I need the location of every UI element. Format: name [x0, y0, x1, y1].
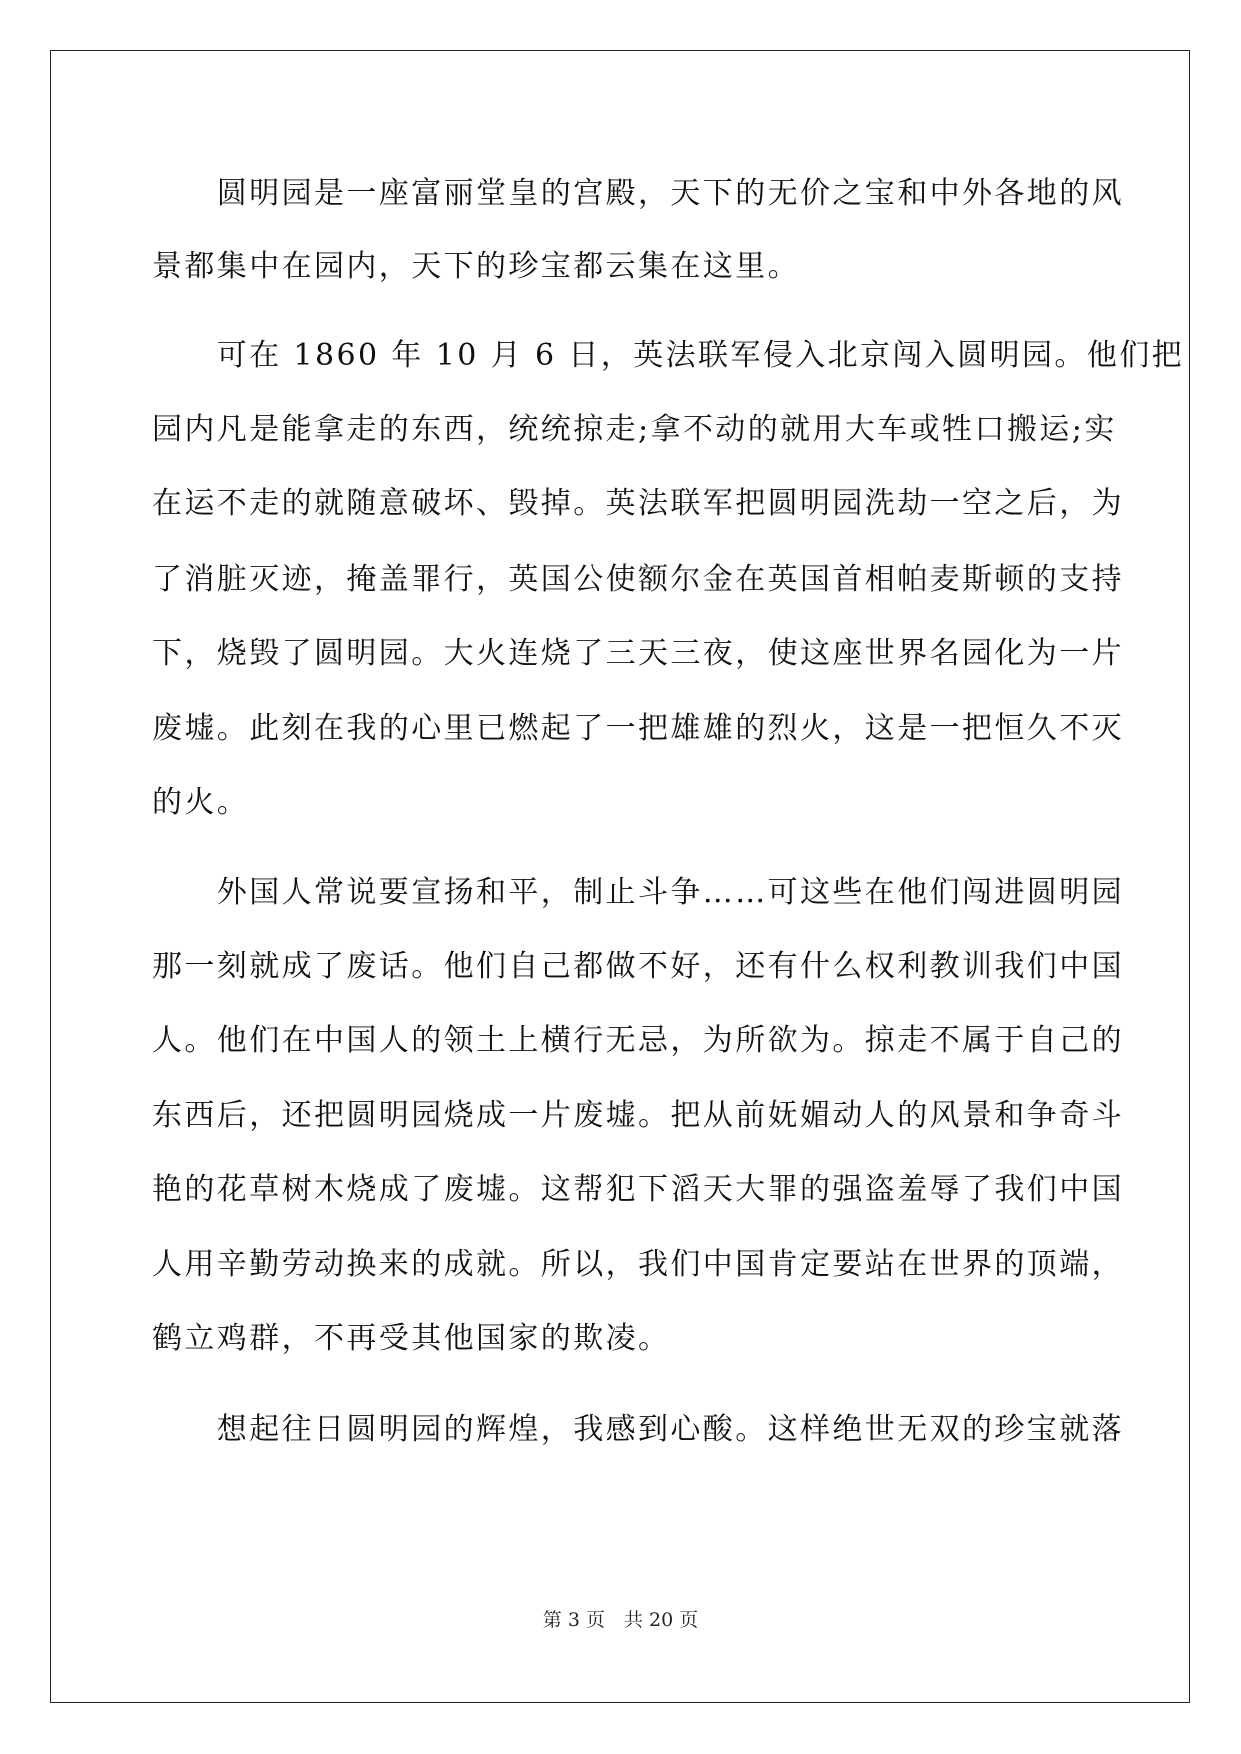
- text-line: 景都集中在园内，天下的珍宝都云集在这里。: [152, 249, 800, 284]
- text-line: 人用辛勤劳动换来的成就。所以，我们中国肯定要站在世界的顶端，: [152, 1247, 1124, 1282]
- text-line: 下，烧毁了圆明园。大火连烧了三天三夜，使这座世界名园化为一片: [152, 636, 1124, 671]
- text-line: 鹤立鸡群，不再受其他国家的欺凌。: [152, 1321, 671, 1356]
- text-line: 东西后，还把圆明园烧成一片废墟。把从前妩媚动人的风景和争奇斗: [152, 1098, 1124, 1133]
- text-line: 了消脏灭迹，掩盖罪行，英国公使额尔金在英国首相帕麦斯顿的支持: [152, 562, 1124, 597]
- text-line: 外国人常说要宣扬和平，制止斗争……可这些在他们闯进圆明园: [152, 875, 1124, 910]
- text-line: 的火。: [152, 785, 250, 820]
- text-line: 艳的花草树木烧成了废墟。这帮犯下滔天大罪的强盗羞辱了我们中国: [152, 1172, 1124, 1207]
- page-number: 第 3 页 共 20 页: [542, 1609, 699, 1631]
- text-line: 废墟。此刻在我的心里已燃起了一把雄雄的烈火，这是一把恒久不灭: [152, 711, 1124, 746]
- text-line: 园内凡是能拿走的东西，统统掠走;拿不动的就用大车或牲口搬运;实: [152, 412, 1117, 447]
- text-line: 在运不走的就随意破坏、毁掉。英法联军把圆明园洗劫一空之后，为: [152, 486, 1124, 521]
- text-line: 可在 1860 年 10 月 6 日，英法联军侵入北京闯入圆明园。他们把: [152, 338, 1185, 373]
- text-line: 圆明园是一座富丽堂皇的宫殿，天下的无价之宝和中外各地的风: [152, 176, 1124, 211]
- text-line: 人。他们在中国人的领土上横行无忌，为所欲为。掠走不属于自己的: [152, 1023, 1124, 1058]
- text-line: 那一刻就成了废话。他们自己都做不好，还有什么权利教训我们中国: [152, 949, 1124, 984]
- text-line: 想起往日圆明园的辉煌，我感到心酸。这样绝世无双的珍宝就落: [152, 1412, 1124, 1447]
